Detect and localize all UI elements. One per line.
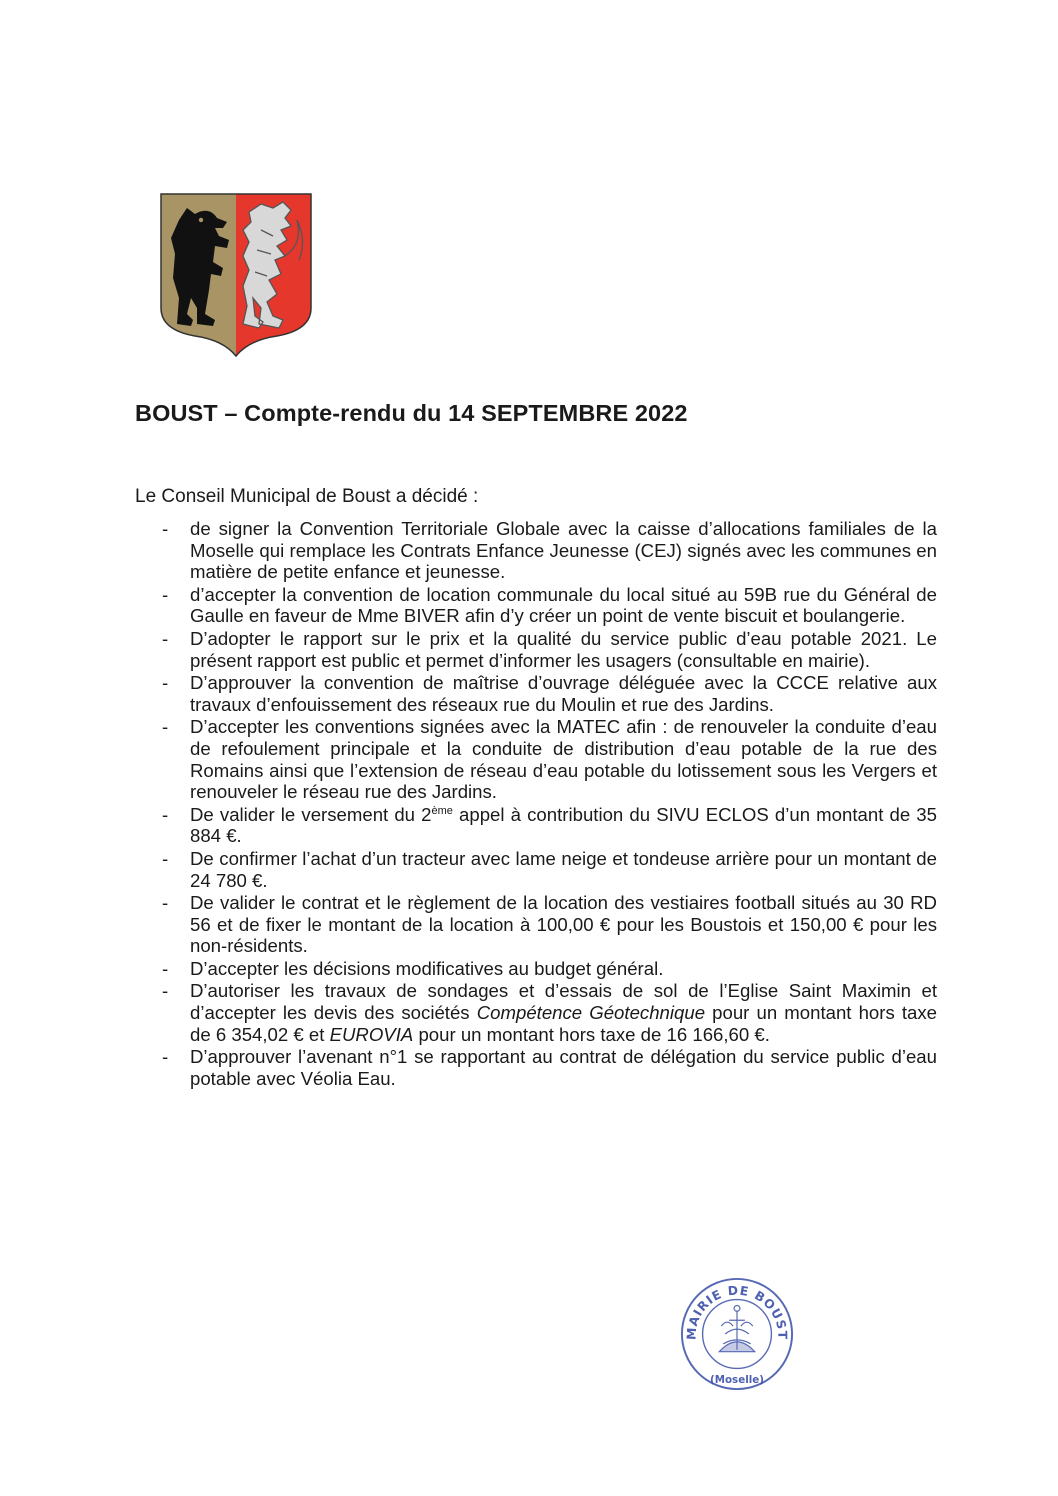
decision-list <box>162 518 937 1090</box>
list-item <box>162 980 937 1045</box>
list-item <box>162 892 937 957</box>
list-item <box>162 628 937 671</box>
list-item <box>162 848 937 891</box>
decision-text-part: D’autoriser les travaux de sondages et d’essais de sol de l’Eglise Saint Maximin et d’accepter les devis des sociétés <box>190 980 937 1024</box>
list-item <box>162 584 937 627</box>
bullet-dash: - <box>162 892 169 914</box>
company-name: EUROVIA <box>329 1023 414 1045</box>
official-stamp <box>678 1275 796 1393</box>
bullet-dash: - <box>162 957 169 979</box>
decision-text <box>190 980 937 1044</box>
decision-text: de signer la Convention Territoriale Globale avec la caisse d’allocations familiales de la Moselle qui remplace les Contrats Enfance Jeunesse (CEJ) signés avec les communes en matière de petite enfance et jeunesse. <box>190 518 937 583</box>
decision-text: D’approuver la convention de maîtrise d’ouvrage déléguée avec la CCCE relative aux travaux d’enfouissement des réseaux rue du Moulin et rue des Jardins. <box>190 672 937 715</box>
decision-text-part: pour un montant hors taxe de 6 354,02 € et <box>190 1002 937 1045</box>
decision-text: D’adopter le rapport sur le prix et la qualité du service public d’eau potable 2021. Le présent rapport est public et permet d’informer les usagers (consultable en mairie). <box>190 627 937 671</box>
bullet-dash: - <box>162 716 169 738</box>
superscript-ordinal: ème <box>431 804 453 817</box>
bullet-dash: - <box>162 627 169 649</box>
stamp-text-bottom: (Moselle) <box>710 1374 764 1387</box>
decision-text: De valider le contrat et le règlement de la location des vestiaires football situés au 30 RD 56 et de fixer le montant de la location à 100,00 € pour les Boustois et 150,00 € pour les non-résidents. <box>190 892 937 957</box>
page-title: BOUST – Compte-rendu du 14 SEPTEMBRE 2022 <box>135 400 688 426</box>
bullet-dash: - <box>162 583 169 605</box>
bullet-dash: - <box>162 672 169 694</box>
list-item <box>162 804 937 847</box>
decision-text: D’accepter les conventions signées avec la MATEC afin : de renouveler la conduite d’eau de refoulement principale et la conduite de distribution d’eau potable de la rue des Romains ainsi que l’extension de réseau d’eau potable du lotissement sous les Vergers et renouveler le réseau rue des Jardins. <box>190 716 937 803</box>
decision-text-part: pour un montant hors taxe de 16 166,60 €. <box>413 1023 770 1045</box>
bullet-dash: - <box>162 980 169 1002</box>
decision-text: D’approuver l’avenant n°1 se rapportant au contrat de délégation du service public d’eau potable avec Véolia Eau. <box>190 1046 937 1089</box>
decision-text <box>190 804 937 847</box>
bullet-dash: - <box>162 1046 169 1068</box>
decision-text: d’accepter la convention de location communale du local situé au 59B rue du Général de Gaulle en faveur de Mme BIVER afin d’y créer un point de vente biscuit et boulangerie. <box>190 583 937 627</box>
list-item <box>162 672 937 715</box>
list-item <box>162 518 937 583</box>
decision-text: De confirmer l’achat d’un tracteur avec lame neige et tondeuse arrière pour un montant de 24 780 €. <box>190 847 937 891</box>
bullet-dash: - <box>162 803 169 825</box>
decision-text: D’accepter les décisions modificatives au budget général. <box>190 957 664 979</box>
bullet-dash: - <box>162 847 169 869</box>
stamp-text-top: MAIRIE DE BOUST <box>684 1283 790 1341</box>
decision-text-start: De valider le versement du 2 <box>190 803 432 825</box>
list-item <box>162 1046 937 1089</box>
bullet-dash: - <box>162 518 169 539</box>
intro-text: Le Conseil Municipal de Boust a décidé : <box>135 486 479 507</box>
company-name: Compétence Géotechnique <box>476 1002 706 1024</box>
list-item <box>162 716 937 802</box>
list-item <box>162 958 937 980</box>
coat-of-arms <box>157 190 315 358</box>
decision-text-end: appel à contribution du SIVU ECLOS d’un montant de 35 884 €. <box>190 803 937 847</box>
stamp-emblem-icon <box>719 1305 754 1351</box>
